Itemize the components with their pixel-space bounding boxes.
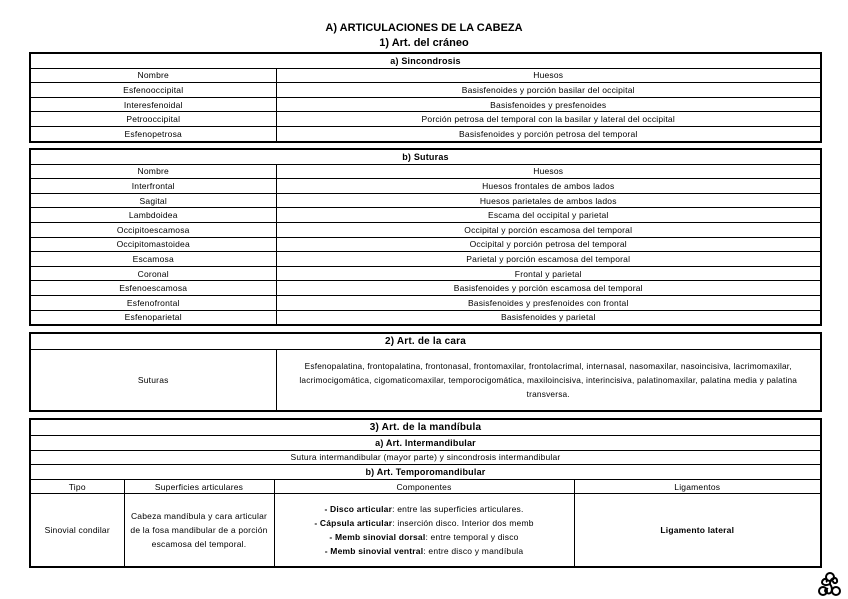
temporomandibular-heading: b) Art. Temporomandibular [30, 465, 821, 480]
table-row [30, 222, 821, 237]
nombre-cell: Petrooccipital [30, 112, 276, 127]
componente-item: - Disco articular: entre las superficies articulares. [324, 504, 524, 515]
nombre-cell: Occipitomastoidea [30, 237, 276, 252]
huesos-cell: Basisfenoides y porción petrosa del temporal [276, 126, 821, 141]
table-row [30, 310, 821, 325]
mandibula-heading: 3) Art. de la mandíbula [30, 419, 821, 436]
huesos-cell: Basisfenoides y parietal [276, 310, 821, 325]
nombre-cell: Esfenopetrosa [30, 126, 276, 141]
table-row [30, 179, 821, 194]
sincondrosis-table [29, 52, 822, 143]
componente-item: - Memb sinovial ventral: entre disco y mandíbula [324, 546, 524, 557]
table-header-row [30, 164, 821, 179]
table-header-row [30, 68, 821, 83]
table-row [30, 295, 821, 310]
page-subtitle: 1) Art. del cráneo [379, 37, 469, 49]
nombre-cell: Interesfenoidal [30, 97, 276, 112]
table-row [30, 208, 821, 223]
nombre-cell: Esfenoescamosa [30, 281, 276, 296]
huesos-cell: Basisfenoides y porción escamosa del temporal [276, 281, 821, 296]
huesos-cell: Huesos parietales de ambos lados [276, 193, 821, 208]
huesos-cell: Basisfenoides y presfenoides [276, 97, 821, 112]
column-header: Superficies articulares [124, 479, 274, 494]
nombre-cell: Esfenooccipital [30, 83, 276, 98]
cara-label: Suturas [30, 350, 276, 412]
column-header: Componentes [274, 479, 574, 494]
table-row [30, 83, 821, 98]
huesos-cell: Occipital y porción escamosa del temporal [276, 222, 821, 237]
column-header: Nombre [30, 164, 276, 179]
mandibula-table [29, 418, 822, 568]
huesos-cell: Basisfenoides y porción basilar del occipital [276, 83, 821, 98]
suturas-heading: b) Suturas [30, 149, 821, 164]
triskelion-icon [815, 570, 845, 598]
huesos-cell: Frontal y parietal [276, 266, 821, 281]
huesos-cell: Huesos frontales de ambos lados [276, 179, 821, 194]
cara-suturas-text: Esfenopalatina, frontopalatina, frontonasal, frontomaxilar, frontolacrimal, internasal, nasomaxilar, nasoincisiva, lacrimomaxilar, lacrimocigomática, cigomaticomaxilar, temporocigomática, maxiloincisiva, interincisiva, palatinomaxilar, palatina media y palatina transversa. [276, 350, 821, 412]
intermandibular-heading: a) Art. Intermandibular [30, 436, 821, 451]
suturas-table [29, 148, 822, 326]
nombre-cell: Escamosa [30, 252, 276, 267]
componente-item: - Memb sinovial dorsal: entre temporal y disco [329, 532, 519, 543]
cara-table [29, 332, 822, 412]
ligamentos-cell: Ligamento lateral [574, 494, 821, 568]
intermandibular-text: Sutura intermandibular (mayor parte) y sincondrosis intermandibular [30, 450, 821, 465]
page-title: A) ARTICULACIONES DE LA CABEZA [325, 22, 523, 34]
tipo-cell: Sinovial condilar [30, 494, 124, 568]
nombre-cell: Interfrontal [30, 179, 276, 194]
huesos-cell: Parietal y porción escamosa del temporal [276, 252, 821, 267]
column-header: Huesos [276, 68, 821, 83]
table-row [30, 193, 821, 208]
column-header: Ligamentos [574, 479, 821, 494]
huesos-cell: Occipital y porción petrosa del temporal [276, 237, 821, 252]
componente-item: - Cápsula articular: inserción disco. Interior dos memb [314, 518, 534, 529]
huesos-cell: Escama del occipital y parietal [276, 208, 821, 223]
huesos-cell: Basisfenoides y presfenoides con frontal [276, 295, 821, 310]
table-header-row [30, 479, 821, 494]
column-header: Tipo [30, 479, 124, 494]
table-row [30, 126, 821, 141]
huesos-cell: Porción petrosa del temporal con la basilar y lateral del occipital [276, 112, 821, 127]
nombre-cell: Coronal [30, 266, 276, 281]
nombre-cell: Occipitoescamosa [30, 222, 276, 237]
componentes-cell [274, 494, 574, 568]
table-row [30, 97, 821, 112]
table-row [30, 252, 821, 267]
sincondrosis-heading: a) Sincondrosis [30, 53, 821, 68]
nombre-cell: Esfenoparietal [30, 310, 276, 325]
column-header: Huesos [276, 164, 821, 179]
table-row [30, 266, 821, 281]
table-row [30, 237, 821, 252]
table-row [30, 112, 821, 127]
superficies-cell: Cabeza mandíbula y cara articular de la fosa mandibular de a porción escamosa del temporal. [124, 494, 274, 568]
table-row [30, 281, 821, 296]
nombre-cell: Esfenofrontal [30, 295, 276, 310]
column-header: Nombre [30, 68, 276, 83]
cara-heading: 2) Art. de la cara [30, 333, 821, 350]
nombre-cell: Sagital [30, 193, 276, 208]
nombre-cell: Lambdoidea [30, 208, 276, 223]
